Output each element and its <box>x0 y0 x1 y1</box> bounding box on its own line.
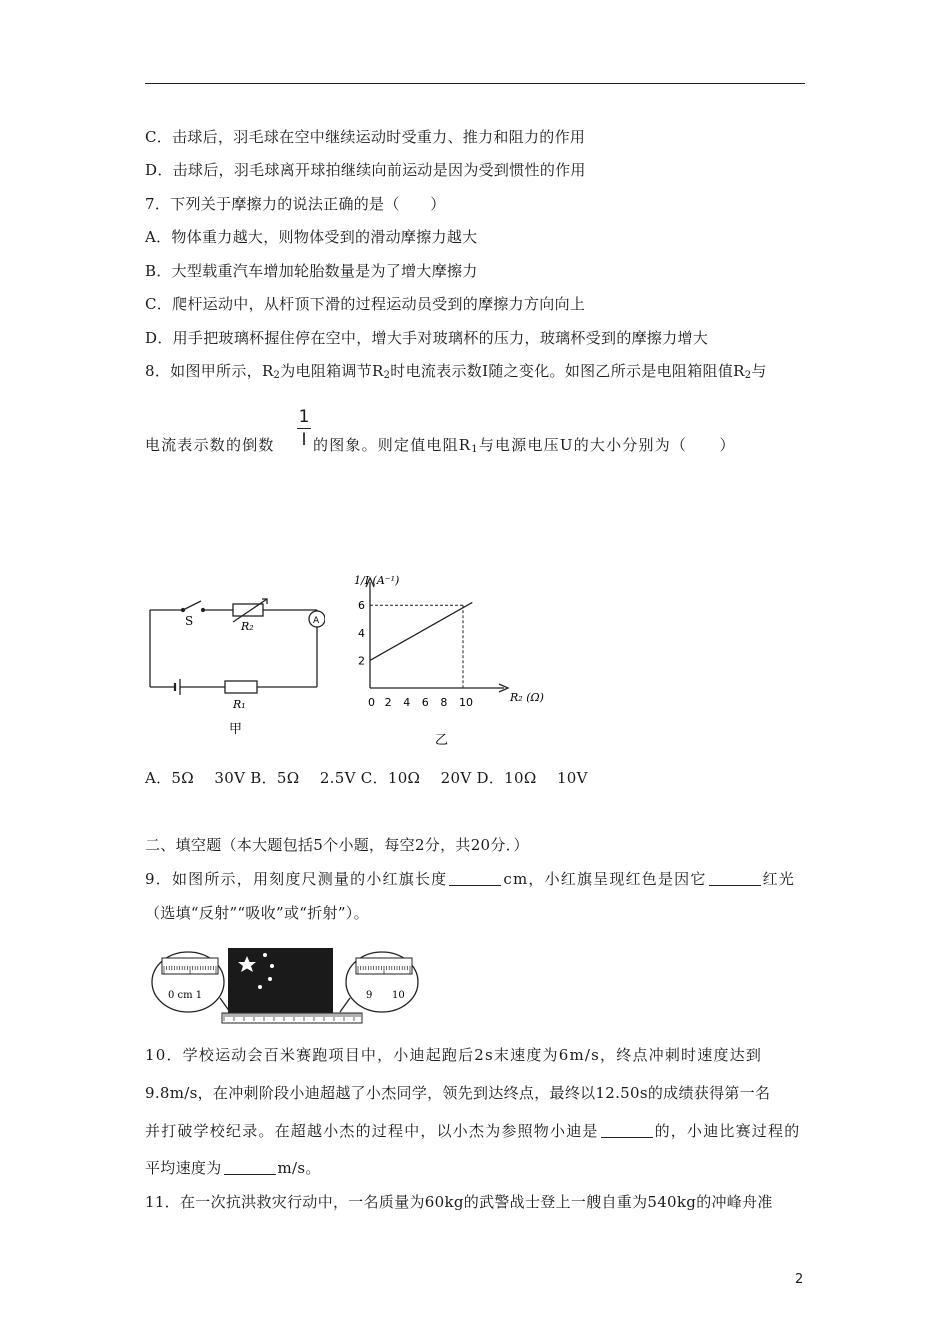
q10-line4: 平均速度为 m/s。 <box>145 1159 321 1177</box>
data-line <box>370 602 472 660</box>
r1-label: R₁ <box>233 698 246 711</box>
right-ruler-9: 9 <box>366 990 373 1001</box>
y-tick-label: 4 <box>358 626 365 640</box>
q8-stem-line2a: 电流表示数的倒数 <box>145 436 275 454</box>
q10-line1: 10．学校运动会百米赛跑项目中，小迪起跑后2s末速度为6m/s，终点冲刺时速度达到 <box>145 1046 763 1064</box>
q8-options: A．5Ω 30V B．5Ω 2.5V C．10Ω 20V D．10Ω 10V <box>145 769 588 787</box>
q6-option-d: D．击球后，羽毛球离开球拍继续向前运动是因为受到惯性的作用 <box>145 161 586 179</box>
y-axis-label: 1/I (A⁻¹) <box>354 574 400 587</box>
x-tick-label: 0 <box>368 696 375 709</box>
q7-option-b: B．大型载重汽车增加轮胎数量是为了增大摩擦力 <box>145 262 478 280</box>
small-star-icon <box>258 985 262 989</box>
x-tick-label: 10 <box>459 696 473 709</box>
small-star-icon <box>270 964 274 968</box>
graph-caption: 乙 <box>435 733 449 748</box>
x-tick-label: 8 <box>440 696 448 709</box>
r2-label: R₂ <box>241 620 254 633</box>
q7-option-c: C．爬杆运动中，从杆顶下滑的过程运动员受到的摩擦力方向向上 <box>145 295 586 313</box>
small-star-icon <box>263 953 267 957</box>
q11-line1: 11．在一次抗洪救灾行动中，一名质量为60kg的武警战士登上一艘自重为540kg的冲峰舟准 <box>145 1193 773 1211</box>
switch-label: S <box>185 614 194 628</box>
small-star-icon <box>268 977 272 981</box>
y-tick-label: 2 <box>358 654 365 668</box>
flag-ruler-figure <box>150 940 425 1030</box>
y-tick-label: 6 <box>358 599 365 613</box>
reciprocal-fraction: 1 I <box>298 407 310 450</box>
right-ruler-10: 10 <box>392 990 405 1001</box>
x-tick-label: 6 <box>421 696 429 709</box>
q7-option-d: D．用手把玻璃杯握住停在空中，增大手对玻璃杯的压力，玻璃杯受到的摩擦力增大 <box>145 329 709 347</box>
q9-stem-line2: （选填“反射”“吸收”或“折射”）。 <box>145 904 369 922</box>
q6-option-c: C．击球后，羽毛球在空中继续运动时受重力、推力和阻力的作用 <box>145 128 586 146</box>
q10-line2: 9.8m/s，在冲刺阶段小迪超越了小杰同学，领先到达终点，最终以12.50s的成绩获得第一名 <box>145 1084 771 1102</box>
x-tick-label: 4 <box>403 696 411 709</box>
reciprocal-current-graph <box>340 560 560 750</box>
q10-blank-1 <box>601 1123 653 1138</box>
x-axis-label: R₂ (Ω) <box>510 691 544 704</box>
q7-option-a: A．物体重力越大，则物体受到的滑动摩擦力越大 <box>145 228 478 246</box>
page-number: 2 <box>795 1272 804 1287</box>
circuit-caption: 甲 <box>229 722 243 737</box>
q9-blank-2 <box>709 871 761 886</box>
header-rule <box>145 83 805 84</box>
q8-stem-line1: 8．如图甲所示，$R_2$为电阻箱调节$R_2$时电流表示数I随之变化。如图乙所示是电阻箱阻值$R_2$与 <box>145 362 767 381</box>
section-2-heading: 二、填空题（本大题包括5个小题，每空2分，共20分．） <box>145 836 529 854</box>
q10-line3: 并打破学校纪录。在超越小杰的过程中，以小杰为参照物小迪是 的，小迪比赛过程的 <box>145 1122 801 1140</box>
q9-stem: 9．如图所示，用刻度尺测量的小红旗长度 cm，小红旗呈现红色是因它 红光 <box>145 870 795 888</box>
circuit-diagram <box>145 595 325 745</box>
q7-stem: 7．下列关于摩擦力的说法正确的是（ ） <box>145 195 446 213</box>
ammeter-label: A <box>313 616 320 626</box>
left-ruler-label: 0 cm 1 <box>168 990 203 1001</box>
x-tick-label: 2 <box>384 696 392 709</box>
q10-blank-2 <box>224 1160 276 1175</box>
q8-stem-line2b: 的图象。则定值电阻$R_1$与电源电压U的大小分别为（ ） <box>313 436 736 455</box>
q9-blank-1 <box>449 871 501 886</box>
